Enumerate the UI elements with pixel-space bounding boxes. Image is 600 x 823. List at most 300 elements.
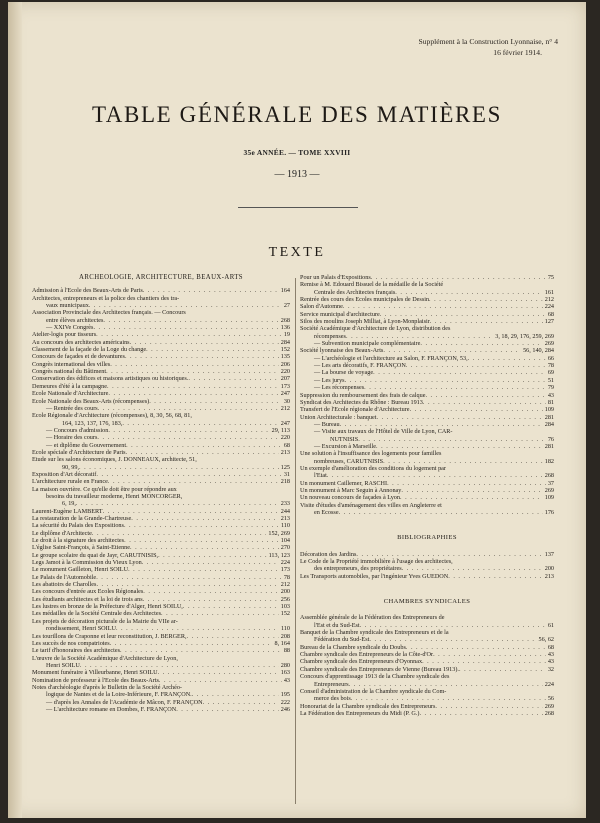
entry-leader-dots	[371, 274, 546, 281]
entry-title: — Bureau	[314, 420, 340, 428]
index-entry	[300, 636, 554, 643]
entry-page-number: 173	[280, 382, 290, 390]
entry-title: — La bourse de voyage	[314, 369, 374, 377]
index-entry	[300, 362, 554, 369]
entry-leader-dots	[327, 472, 543, 479]
page-title: TABLE GÉNÉRALE DES MATIÈRES	[92, 102, 502, 127]
entry-page-number: 110	[280, 522, 290, 530]
entry-leader-dots	[358, 436, 546, 443]
index-entry	[32, 588, 290, 595]
entry-title: Entrepreneurs	[314, 680, 349, 688]
entry-page-number: 163	[280, 669, 290, 677]
entry-title: logique de Nantes et de la Loire-Inférieure, F. FRANÇON.	[46, 691, 192, 699]
entry-page-number: 213	[280, 448, 290, 456]
entry-title: — Les jurys	[314, 376, 345, 384]
entry-title: — Concours d'admission	[46, 426, 109, 434]
entry-page-number: 152	[280, 610, 290, 618]
index-entry	[32, 530, 290, 537]
entry-title: Au concours des architectes américains	[32, 338, 130, 346]
index-entry	[32, 647, 290, 654]
entry-leader-dots	[80, 662, 279, 669]
entry-leader-dots	[343, 303, 543, 310]
index-entry	[300, 347, 554, 354]
index-entry	[32, 522, 290, 529]
entry-page-number: 113, 123	[268, 551, 290, 559]
index-entry	[300, 333, 554, 340]
index-entry	[32, 434, 290, 441]
entry-page-number: 110	[280, 625, 290, 633]
entry-page-number: 152, 269	[268, 529, 290, 537]
entry-page-number: 88	[283, 647, 290, 655]
entry-title: nombreuses, CARUTNISIS	[314, 457, 384, 465]
index-entry	[300, 303, 554, 310]
entry-title: Les projets de décoration picturale de la Mairie du VIIe ar-	[32, 617, 178, 625]
entry-page-number: 284	[280, 338, 290, 346]
entry-leader-dots	[93, 324, 278, 331]
entry-page-number: 268	[544, 709, 554, 717]
entry-title: — Les récompenses	[314, 384, 365, 392]
entry-leader-dots	[124, 522, 279, 529]
index-entry	[32, 508, 290, 515]
entry-page-number: 161	[544, 288, 554, 296]
entry-page-number: 256	[280, 595, 290, 603]
entry-leader-dots	[448, 573, 542, 580]
entry-leader-dots	[429, 296, 543, 303]
entry-leader-dots	[110, 361, 279, 368]
index-entry	[300, 480, 554, 487]
index-entry	[300, 406, 554, 413]
entry-title: — et diplôme du Gouvernement	[46, 441, 127, 449]
entry-title: L'œuvre de la Société Académique d'Architecture de Lyon,	[32, 654, 178, 662]
entry-page-number: 207	[280, 375, 290, 383]
entry-page-number: 79	[547, 384, 554, 392]
index-entry	[300, 502, 554, 509]
entry-leader-dots	[130, 339, 279, 346]
entry-leader-dots	[126, 442, 282, 449]
entry-page-number: 281	[544, 442, 554, 450]
entry-page-number: 200	[280, 588, 290, 596]
entry-page-number: 68	[547, 643, 554, 651]
entry-title: Service municipal d'architecture	[300, 310, 380, 318]
entry-page-number: 213	[280, 515, 290, 522]
entry-title: Centrale des Architectes français	[314, 288, 396, 296]
entry-page-number: 269	[544, 702, 554, 710]
entry-title: Les concours d'entrée aux Ecoles Régionales	[32, 588, 144, 596]
bibliographies-list	[300, 551, 554, 580]
entry-page-number: 164	[280, 287, 290, 295]
index-entry	[32, 368, 290, 375]
index-entry	[32, 633, 290, 640]
entry-leader-dots	[406, 644, 546, 651]
index-entry	[32, 383, 290, 390]
index-entry	[300, 551, 554, 558]
entry-page-number: 66	[547, 354, 554, 362]
entry-title: Un nouveau concours de façades à Lyon	[300, 494, 400, 502]
entry-title: Un exemple d'amélioration des conditions du logement par	[300, 464, 446, 472]
entry-title: — L'archéologie et l'architecture au Salon, F. FRANÇON, 53,	[314, 354, 468, 362]
entry-leader-dots	[103, 508, 279, 515]
index-entry	[32, 655, 290, 662]
entry-title: Une solution à l'insuffisance des logements pour familles	[300, 450, 442, 458]
entry-page-number: 213	[544, 572, 554, 580]
index-entry	[32, 610, 290, 617]
index-entry	[32, 420, 290, 427]
entry-page-number: 135	[280, 353, 290, 361]
index-entry	[300, 369, 554, 376]
entry-title: La sécurité du Palais des Expositions	[32, 522, 124, 530]
entry-leader-dots	[120, 647, 282, 654]
entry-title: Le monument Gailleton, Henri SOILU	[32, 566, 129, 574]
entry-leader-dots	[97, 434, 278, 441]
entry-leader-dots	[143, 588, 278, 595]
entry-page-number: 244	[280, 507, 290, 515]
entry-leader-dots	[161, 610, 279, 617]
entry-leader-dots	[376, 443, 543, 450]
entry-title: entre élèves architectes	[46, 316, 104, 324]
entry-title: La maison ouvrière. Ce qu'elle doit être pour répondre aux	[32, 485, 177, 493]
index-entry	[300, 428, 554, 435]
index-entry	[300, 392, 554, 399]
entry-page-number: 176	[544, 509, 554, 516]
entry-title: Architectes, entrepreneurs et la police des chantiers des tra-	[32, 294, 180, 302]
entry-leader-dots	[125, 353, 279, 360]
right-entry-list	[300, 274, 554, 516]
entry-title: 6, 19,	[62, 500, 76, 508]
entry-leader-dots	[79, 464, 279, 471]
entry-leader-dots	[400, 494, 543, 501]
column-divider	[295, 278, 296, 804]
entry-title: Visite d'études d'aménagement des villes en Angleterre et	[300, 501, 442, 509]
entry-title: Les étudiants architectes et la loi de trois ans	[32, 595, 143, 603]
index-entry	[32, 464, 290, 471]
entry-page-number: 224	[280, 559, 290, 567]
index-entry	[300, 355, 554, 362]
index-entry	[32, 699, 290, 706]
entry-title: l'Est et du Sud-Est	[314, 621, 360, 629]
entry-leader-dots	[188, 375, 278, 382]
entry-title: — L'architecture romane en Dombes, F. FRANÇON	[46, 705, 177, 713]
entry-leader-dots	[373, 369, 546, 376]
index-entry	[32, 442, 290, 449]
entry-leader-dots	[126, 449, 279, 456]
entry-page-number: 224	[544, 680, 554, 688]
chambres-syndicales-heading: CHAMBRES SYNDICALES	[383, 598, 471, 606]
entry-title: — Excursion à Marseille	[314, 442, 377, 450]
entry-title: l'Etat	[314, 472, 327, 480]
entry-page-number: 208	[280, 632, 290, 640]
entry-title: 90, 99,	[62, 463, 80, 471]
entry-leader-dots	[369, 636, 536, 643]
entry-title: La restauration de la Grande-Chartreuse	[32, 515, 132, 522]
entry-leader-dots	[143, 287, 279, 294]
document-page	[8, 2, 586, 818]
entry-title: Silos des moulins Joseph Milliat, à Lyon-Monplaisir	[300, 318, 430, 326]
entry-page-number: 43	[547, 658, 554, 666]
index-entry	[300, 421, 554, 428]
entry-title: Classement de la façade de la Loge du change	[32, 346, 147, 354]
index-entry	[32, 339, 290, 346]
entry-leader-dots	[103, 317, 278, 324]
index-entry	[32, 398, 290, 405]
entry-page-number: 268	[544, 472, 554, 480]
entry-page-number: 212	[280, 581, 290, 589]
entry-page-number: 56	[547, 695, 554, 703]
entry-page-number: 173	[280, 566, 290, 574]
entry-title: Demeures d'été à la campagne	[32, 382, 107, 390]
entry-title: Les tourillons de Craponne et leur reconstitution, J. BERGER,	[32, 632, 187, 640]
entry-page-number: 61	[547, 621, 554, 629]
index-entry	[300, 565, 554, 572]
index-entry	[300, 436, 554, 443]
entry-page-number: 224	[544, 303, 554, 311]
index-entry	[300, 573, 554, 580]
entry-page-number: 200	[544, 565, 554, 573]
entry-title: Rentrée des cours des Ecoles municipales de Dessin	[300, 296, 430, 304]
entry-title: Les succès de nos compatriotes	[32, 639, 110, 647]
entry-leader-dots	[383, 347, 521, 354]
index-entry	[32, 390, 290, 397]
entry-title: rondissement, Henri SOILU	[46, 625, 116, 633]
entry-leader-dots	[116, 625, 279, 632]
index-entry	[32, 544, 290, 551]
index-entry	[32, 405, 290, 412]
entry-page-number: 27	[283, 302, 290, 310]
entry-leader-dots	[425, 392, 545, 399]
entry-page-number: 81	[547, 398, 554, 406]
entry-page-number: 8, 164	[274, 639, 290, 647]
entry-leader-dots	[387, 480, 546, 487]
index-entry	[300, 274, 554, 281]
entry-leader-dots	[345, 377, 546, 384]
entry-leader-dots	[349, 681, 543, 688]
entry-leader-dots	[106, 368, 279, 375]
entry-page-number: 3, 18, 29, 176, 259, 269	[495, 332, 554, 340]
entry-leader-dots	[159, 677, 282, 684]
index-entry	[300, 414, 554, 421]
entry-page-number: 247	[280, 390, 290, 398]
index-entry	[300, 318, 554, 325]
index-entry	[300, 673, 554, 680]
entry-leader-dots	[96, 574, 282, 581]
index-entry	[300, 710, 554, 717]
index-entry	[32, 324, 290, 331]
entry-title: Assemblée générale de la Fédération des Entrepreneurs de	[300, 614, 445, 622]
entry-page-number: 222	[280, 698, 290, 706]
index-entry	[32, 706, 290, 713]
entry-title: Concours d'apprentissage 1913 de la Chambre syndicale des	[300, 673, 450, 681]
entry-leader-dots	[402, 565, 543, 572]
entry-leader-dots	[187, 633, 279, 640]
entry-leader-dots	[107, 383, 279, 390]
entry-leader-dots	[433, 651, 546, 658]
entry-page-number: 218	[280, 478, 290, 486]
entry-leader-dots	[468, 355, 546, 362]
entry-leader-dots	[351, 695, 546, 702]
index-entry	[32, 581, 290, 588]
entry-page-number: 182	[544, 457, 554, 465]
index-entry	[300, 651, 554, 658]
index-entry	[32, 375, 290, 382]
entry-page-number: 137	[544, 550, 554, 558]
entry-title: Henri SOILU	[46, 661, 80, 669]
index-entry	[32, 361, 290, 368]
entry-leader-dots	[192, 691, 279, 698]
index-entry	[300, 644, 554, 651]
entry-leader-dots	[122, 420, 278, 427]
entry-page-number: 37	[547, 479, 554, 487]
entry-title: Union Architecturale : banquet	[300, 413, 377, 421]
entry-leader-dots	[149, 398, 282, 405]
entry-leader-dots	[108, 390, 278, 397]
left-column	[32, 274, 290, 713]
entry-title: L'architecture rurale en France	[32, 478, 108, 486]
entry-title: Banquet de la Chambre syndicale des Entrepreneurs et de la	[300, 629, 449, 637]
entry-title: Ecole Nationale d'Architecture	[32, 390, 109, 398]
entry-leader-dots	[124, 537, 279, 544]
entry-title: Bureau de la Chambre syndicale du Doubs	[300, 643, 406, 651]
index-entry	[300, 384, 554, 391]
entry-page-number: 247	[280, 419, 290, 427]
index-entry	[32, 412, 290, 419]
entry-page-number: 212	[280, 404, 290, 412]
entry-leader-dots	[89, 302, 282, 309]
entry-title: Legs Jamot à la Commission du Vieux Lyon	[32, 559, 142, 567]
index-entry	[32, 574, 290, 581]
index-entry	[32, 537, 290, 544]
index-entry	[32, 493, 290, 500]
entry-title: Pour un Palais d'Expositions	[300, 274, 371, 281]
index-entry	[300, 472, 554, 479]
entry-title: Les abattoirs de Charolles	[32, 581, 97, 589]
index-entry	[300, 487, 554, 494]
index-entry	[32, 478, 290, 485]
entry-leader-dots	[76, 500, 279, 507]
entry-leader-dots	[459, 666, 546, 673]
entry-leader-dots	[96, 331, 282, 338]
entry-title: Honorariat de la Chambre syndicale des Entrepreneurs	[300, 702, 436, 710]
entry-leader-dots	[143, 596, 279, 603]
entry-title: Admission à l'Ecole des Beaux-Arts de Paris	[32, 287, 143, 295]
entry-page-number: 152	[280, 346, 290, 354]
index-entry	[32, 640, 290, 647]
index-entry	[300, 458, 554, 465]
entry-title: Concours de façades et de devantures	[32, 353, 125, 361]
index-entry	[300, 377, 554, 384]
entry-page-number: 206	[280, 360, 290, 368]
entry-page-number: 68	[283, 441, 290, 449]
index-entry	[300, 629, 554, 636]
index-entry	[300, 340, 554, 347]
index-entry	[32, 684, 290, 691]
entry-page-number: 43	[547, 651, 554, 659]
entry-title: Chambre syndicale des Entrepreneurs de la Côte-d'Or	[300, 651, 434, 659]
entry-leader-dots	[203, 699, 279, 706]
entry-page-number: 284	[544, 420, 554, 428]
entry-leader-dots	[406, 362, 546, 369]
index-entry	[32, 449, 290, 456]
entry-leader-dots	[422, 658, 546, 665]
entry-title: des entrepreneurs, des propriétaires	[314, 565, 402, 573]
index-entry	[300, 509, 554, 516]
entry-title: — Les arts décoratifs, F. FRANÇON	[314, 362, 406, 370]
index-entry	[300, 311, 554, 318]
entry-title: récompenses	[314, 332, 346, 340]
entry-page-number: 220	[280, 434, 290, 442]
index-entry	[300, 281, 554, 288]
entry-page-number: 32	[547, 665, 554, 673]
entry-title: Exposition d'Art décoratif	[32, 470, 97, 478]
entry-title: Chambre syndicale des Entrepreneurs d'Oyonnax	[300, 658, 423, 666]
index-entry	[32, 662, 290, 669]
entry-leader-dots	[340, 421, 543, 428]
entry-title: — d'après les Annales de l'Académie de Mâcon, F. FRANÇON	[46, 698, 203, 706]
entry-leader-dots	[423, 399, 546, 406]
entry-title: Décoration des Jardins	[300, 550, 357, 558]
index-entry	[32, 515, 290, 522]
index-entry	[300, 703, 554, 710]
entry-leader-dots	[108, 478, 279, 485]
entry-title: Etude sur les salons économiques, J. DONNEAUX, architecte, 51,	[32, 456, 197, 464]
entry-page-number: 43	[283, 676, 290, 684]
entry-title: Le diplôme d'Architecte	[32, 529, 92, 537]
entry-leader-dots	[110, 640, 273, 647]
entry-page-number: 78	[547, 362, 554, 370]
entry-page-number: 69	[547, 369, 554, 377]
index-entry	[32, 302, 290, 309]
supplement-note	[419, 36, 559, 58]
entry-page-number: 269	[544, 340, 554, 348]
index-entry	[32, 500, 290, 507]
entry-page-number: 75	[547, 274, 554, 281]
entry-title: Ecole Nationale des Beaux-Arts (récompenses)	[32, 397, 150, 405]
supplement-line-1: Supplément à la Construction Lyonnaise, n° 4	[418, 37, 558, 46]
entry-leader-dots	[183, 603, 279, 610]
entry-leader-dots	[360, 622, 546, 629]
entry-leader-dots	[92, 530, 266, 537]
entry-leader-dots	[96, 581, 278, 588]
entry-title: Congrès international des villes	[32, 360, 111, 368]
entry-title: Société lyonnaise des Beaux-Arts	[300, 347, 384, 355]
entry-title: Les Transports automobiles, par l'ingénieur Yves GUEDON	[300, 572, 449, 580]
index-entry	[32, 353, 290, 360]
index-entry	[300, 289, 554, 296]
entry-title: Laurent-Eugène LAMBERT	[32, 507, 103, 515]
entry-leader-dots	[376, 414, 542, 421]
entry-page-number: 246	[280, 705, 290, 713]
entry-leader-dots	[146, 346, 279, 353]
entry-leader-dots	[98, 405, 279, 412]
index-entry	[32, 427, 290, 434]
entry-leader-dots	[430, 318, 543, 325]
entry-title: Transfert de l'Ecole régionale d'Architecture	[300, 406, 410, 414]
entry-page-number: 19	[283, 331, 290, 339]
entry-page-number: 125	[280, 463, 290, 471]
entry-title: merce des bois	[314, 695, 351, 703]
entry-title: L'église Saint-François, à Saint-Etienne	[32, 544, 131, 552]
supplement-line-2: 16 février 1914.	[493, 48, 542, 57]
entry-leader-dots	[130, 544, 279, 551]
index-entry	[32, 309, 290, 316]
chambres-syndicales-list	[300, 614, 554, 717]
section-texte-heading: TEXTE	[268, 245, 326, 260]
entry-page-number: 195	[280, 691, 290, 699]
index-entry	[300, 688, 554, 695]
index-entry	[32, 295, 290, 302]
entry-page-number: 212	[544, 296, 554, 304]
index-entry	[32, 603, 290, 610]
right-column	[300, 274, 554, 717]
index-entry	[300, 399, 554, 406]
